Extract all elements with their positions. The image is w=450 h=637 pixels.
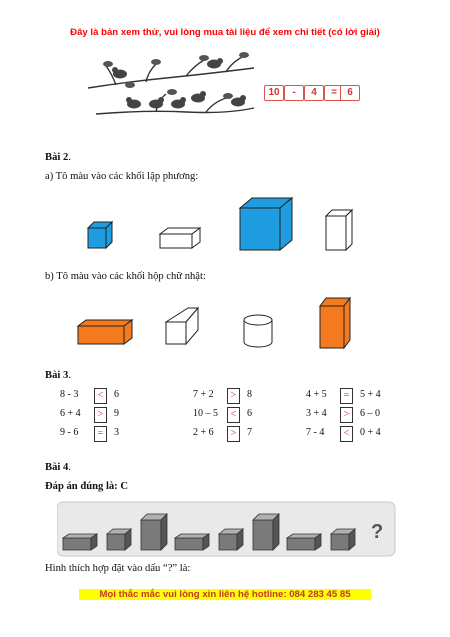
equation-result: 6 bbox=[340, 85, 360, 101]
equation-operator: - bbox=[284, 85, 304, 101]
exercise-3-period: . bbox=[68, 370, 71, 381]
small-cube-colored bbox=[88, 222, 112, 248]
comparison-right-expression: 6 bbox=[114, 389, 119, 400]
exercise-2b-instruction: b) Tô màu vào các khối hộp chữ nhật: bbox=[45, 271, 206, 282]
exercise-4-title: Bài 4 bbox=[45, 462, 69, 473]
comparison-sign-box: < bbox=[227, 407, 240, 423]
comparison-right-expression: 3 bbox=[114, 427, 119, 438]
comparison-sign-box: = bbox=[340, 388, 353, 404]
comparison-right-expression: 6 bbox=[247, 408, 252, 419]
question-mark: ? bbox=[371, 521, 384, 543]
cylinder-outline bbox=[244, 315, 272, 347]
flat-box-1 bbox=[63, 534, 97, 550]
cube-2 bbox=[219, 529, 243, 550]
comparison-right-expression: 5 + 4 bbox=[360, 389, 381, 400]
exercise-2a-instruction: a) Tô màu vào các khối lập phương: bbox=[45, 171, 199, 182]
comparison-sign-box: = bbox=[94, 426, 107, 442]
comparison-left-expression: 8 - 3 bbox=[60, 389, 79, 400]
equation-first-number: 10 bbox=[264, 85, 284, 101]
tall-cube-1 bbox=[141, 514, 167, 550]
comparison-left-expression: 2 + 6 bbox=[193, 427, 214, 438]
comparison-right-expression: 8 bbox=[247, 389, 252, 400]
tall-box-colored bbox=[320, 298, 350, 348]
exercise-4-question: Hình thích hợp đặt vào dấu “?” là: bbox=[45, 563, 191, 574]
flat-box-3 bbox=[287, 534, 321, 550]
exercise-2-title: Bài 2 bbox=[45, 152, 69, 163]
tall-cube-2 bbox=[253, 514, 279, 550]
comparison-right-expression: 7 bbox=[247, 427, 252, 438]
comparison-right-expression: 6 – 0 bbox=[360, 408, 380, 419]
exercise-4-period: . bbox=[68, 462, 71, 473]
birds-on-branch-illustration bbox=[86, 52, 256, 132]
comparison-left-expression: 10 – 5 bbox=[193, 408, 218, 419]
comparison-sign-box: < bbox=[340, 426, 353, 442]
comparison-sign-box: > bbox=[227, 426, 240, 442]
comparison-left-expression: 7 - 4 bbox=[306, 427, 325, 438]
equation-second-number: 4 bbox=[304, 85, 324, 101]
comparison-left-expression: 4 + 5 bbox=[306, 389, 327, 400]
flat-box-colored bbox=[78, 320, 132, 344]
comparison-left-expression: 7 + 2 bbox=[193, 389, 214, 400]
comparison-sign-box: < bbox=[94, 388, 107, 404]
comparison-left-expression: 6 + 4 bbox=[60, 408, 81, 419]
pattern-sequence-strip bbox=[57, 500, 397, 558]
cube-1 bbox=[107, 529, 131, 550]
cube-3 bbox=[331, 529, 355, 550]
equation-equals-sign: = bbox=[324, 85, 344, 101]
comparison-left-expression: 9 - 6 bbox=[60, 427, 79, 438]
preview-banner: Đây là bản xem thử, vui lòng mua tài liệu để xem chi tiết (có lời giải) bbox=[70, 27, 380, 38]
comparison-sign-box: > bbox=[94, 407, 107, 423]
exercise-3-title: Bài 3 bbox=[45, 370, 69, 381]
comparison-right-expression: 0 + 4 bbox=[360, 427, 381, 438]
shapes-row-boxes bbox=[74, 292, 364, 354]
comparison-sign-box: > bbox=[227, 388, 240, 404]
shapes-row-cubes bbox=[80, 190, 370, 262]
comparison-sign-box: > bbox=[340, 407, 353, 423]
hotline-banner: Mọi thắc mắc vui lòng xin liên hệ hotline: 084 283 45 85 bbox=[79, 589, 371, 600]
triangular-prism-outline bbox=[166, 308, 198, 344]
comparison-right-expression: 9 bbox=[114, 408, 119, 419]
comparison-left-expression: 3 + 4 bbox=[306, 408, 327, 419]
exercise-4-answer: Đáp án đúng là: C bbox=[45, 481, 129, 492]
exercise-4-heading bbox=[45, 462, 71, 473]
large-cube-colored bbox=[240, 198, 292, 250]
exercise-3-heading bbox=[45, 370, 71, 381]
flat-box-outline bbox=[160, 228, 200, 248]
exercise-2-heading bbox=[45, 152, 71, 163]
exercise-2-period: . bbox=[68, 152, 71, 163]
tall-box-outline bbox=[326, 210, 352, 250]
flat-box-2 bbox=[175, 534, 209, 550]
